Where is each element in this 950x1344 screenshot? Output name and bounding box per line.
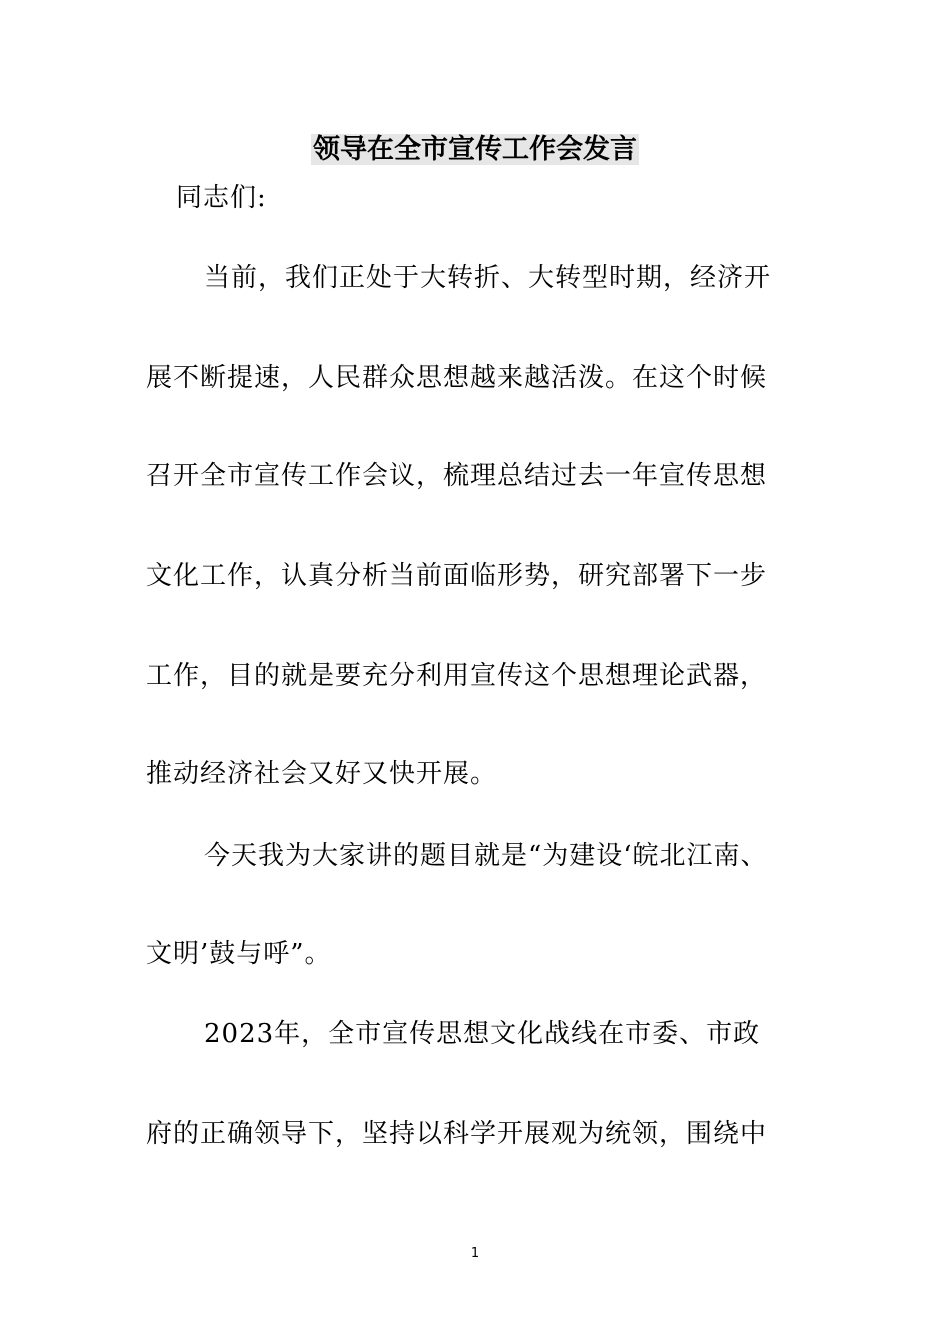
paragraph-line: 展不断提速，人民群众思想越来越活泼。在这个时候	[146, 363, 768, 393]
paragraph-line: 工作，目的就是要充分利用宣传这个思想理论武器，	[146, 661, 768, 691]
paragraph-line: 2023年，全市宣传思想文化战线在市委、市政	[204, 1019, 761, 1049]
paragraph-line: 府的正确领导下，坚持以科学开展观为统领，围绕中	[146, 1119, 768, 1149]
paragraph-line: 当前，我们正处于大转折、大转型时期，经济开	[204, 263, 772, 293]
paragraph-line: 文化工作，认真分析当前面临形势，研究部署下一步	[146, 561, 768, 591]
paragraph-line: 推动经济社会又好又快开展。	[146, 759, 498, 789]
salutation: 同志们:	[176, 183, 267, 213]
paragraph-line: 召开全市宣传工作会议，梳理总结过去一年宣传思想	[146, 461, 768, 491]
paragraph-line: 文明’鼓与呼”。	[146, 939, 332, 969]
paragraph-line: 今天我为大家讲的题目就是“为建设‘皖北江南、	[204, 841, 768, 871]
document-title	[0, 130, 950, 170]
document-title-text: 领导在全市宣传工作会发言	[313, 134, 637, 165]
page-number: 1	[470, 1246, 480, 1261]
